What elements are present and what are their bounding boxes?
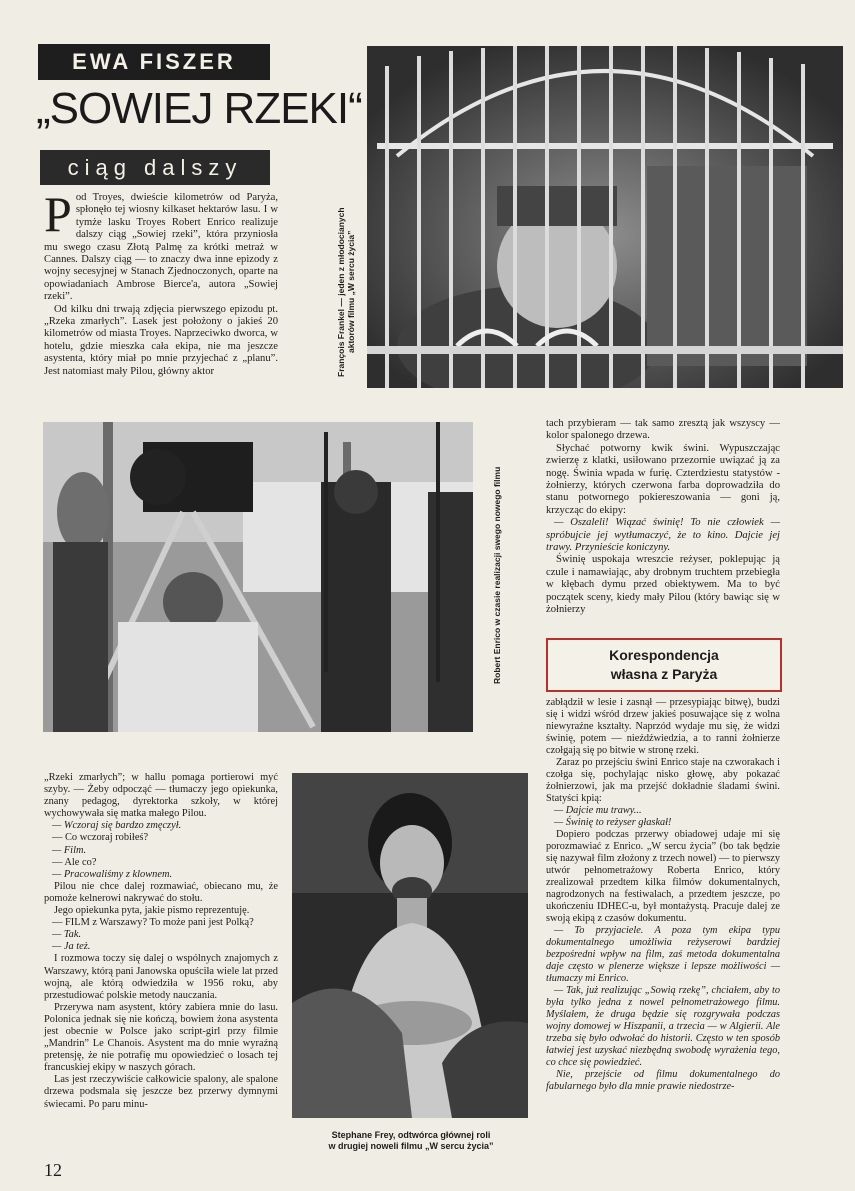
paragraph: zabłądził w lesie i zasnął — przesypiając bitwę), budzi się i widzi wśród drzew jakieś posuwające się z wolna niewyraźne kształty. Naprzód wydaje mu się, że widzi świnię, potem — nieźdźwiedzia, a to ranni żołnierze czołgają się po bitwie w stronę rzeki.	[546, 697, 780, 756]
paragraph: Przerywa nam asystent, który zabiera mnie do lasu. Polonica jednak się nie kończą, bowiem żona asystenta jest obecnie w Polsce jako script-girl przy filmie „Mandrin” Le Chanois. Asystent ma do mnie wyraźną pretensję, że nie potrafię mu opowiedzieć o losach tej francuskiej ekipy w naszych górach.	[44, 1001, 278, 1074]
dialogue-line: — FILM z Warszawy? To może pani jest Polką?	[52, 917, 254, 929]
cage-photo-graphic	[367, 46, 843, 388]
paragraph: Zaraz po przejściu świni Enrico staje na czworakach i czołga się, pochylając nisko głowę, aby pokazać żołnierzowi, jak ma przejść dokładnie śladami świni. Statyści kpią:	[546, 757, 780, 804]
article-subtitle: ciąg dalszy	[67, 154, 243, 180]
drop-cap: P	[44, 186, 72, 242]
caption-portrait-photo	[294, 1130, 528, 1152]
dialogue-line: — Dajcie mu trawy...	[554, 805, 642, 816]
paragraph: „Rzeki zmarłych”; w hallu pomaga portierowi myć szyby. — Żeby odpocząć — tłumaczy jego opiekunka, znany pedagog, dyrektorka szkoły, w której wychowywała się matka małego Pilou.	[44, 772, 278, 820]
caption-portrait-line-1: Stephane Frey, odtwórca głównej roli	[331, 1130, 491, 1140]
paragraph: Nie, przejście od filmu dokumentalnego do fabularnego było dla mnie prawie niedostrze-	[546, 1069, 780, 1092]
portrait-photo-graphic	[292, 773, 528, 1118]
paragraph: Świnię uspokaja wreszcie reżyser, poklepując ją czule i namawiając, aby drobnym truchtem przebiegła w kłębach dymu przed obiektywem. Ma to być początek sceny, kiedy mały Pilou (który bawiąc się w żołnierzy	[546, 554, 780, 616]
paragraph: Jego opiekunka pyta, jakie pismo reprezentuję.	[54, 905, 250, 917]
dialogue-line: — Pracowaliśmy z klownem.	[52, 868, 173, 880]
dialogue-line: — Co wczoraj robiłeś?	[52, 832, 149, 844]
paragraph: Od kilku dni trwają zdjęcia pierwszego epizodu pt. „Rzeka zmarłych”. Lasek jest położony o jakieś 20 kilometrów od miasta Troyes. Naprzeciwko dworca, w hotelu, gdzie mieszka cała ekipa, nie ma jeszcze asystenta, który miał po mnie przyjechać z „planu”. Jest natomiast mały Pilou, główny aktor	[44, 303, 278, 377]
caption-cage-photo: François Frankel — jeden z młodocianych aktorów filmu „W sercu życia”	[336, 207, 356, 377]
article-title: „SOWIEJ RZEKI“	[36, 84, 362, 133]
column-right-bottom	[546, 697, 780, 1093]
paragraph: I rozmowa toczy się dalej o wspólnych znajomych z Warszawy, którą pani Janowska opuściła wiele lat przed wojną, ale którą odwiedziła w 1956 roku, aby przestudiować polskie metody nauczania.	[44, 953, 278, 1001]
dialogue-line: — Świnię to reżyser głaskał!	[554, 817, 672, 828]
caption-camera-photo: Robert Enrico w czasie realizacji swego nowego filmu	[492, 466, 502, 684]
paragraph: Pilou nie chce dalej rozmawiać, obiecano mu, że pomoże kelnerowi nakrywać do stołu.	[44, 880, 278, 904]
dialogue-line: — Ale co?	[52, 856, 97, 868]
photo-director-with-camera	[43, 422, 473, 732]
page-number: 12	[44, 1160, 62, 1180]
dialogue-line: — Tak.	[52, 929, 82, 941]
photo-boy-in-cage	[367, 46, 843, 388]
paragraph: od Troyes, dwieście kilometrów od Paryża, spłonęło tej wiosny kilkaset hektarów lasu. I w tymże lasku Troyes Robert Enrico realizuje dalszy ciąg „Sowiej rzeki”, która przyniosła mu swego czasu Złotą Palmę za krótki metraż w Cannes. Dalszy ciąg — to znaczy dwa inne epizody z wojny secesyjnej w Stanach Zjednoczonych, oparte na opowiadaniach Ambrose Bierce'a, autora „Sowiej rzeki”.	[44, 192, 278, 303]
author-name: EWA FISZER	[72, 49, 236, 74]
correspondence-line-2: własna z Paryża	[610, 666, 718, 682]
author-banner	[38, 44, 270, 80]
correspondence-box	[546, 638, 782, 692]
column-right-top	[546, 418, 780, 617]
dialogue-line: — Film.	[52, 844, 87, 856]
dialogue-line: — Oszaleli! Wiązać świnię! To nie człowiek — spróbujcie jej wytłumaczyć, że to kino. Dajcie jej trawy. Przynieście koniczyny.	[546, 517, 780, 554]
photo-actor-portrait	[292, 773, 528, 1118]
column-bottom-left	[44, 772, 278, 1111]
paragraph: Dopiero podczas przerwy obiadowej udaje mi się porozmawiać z Enrico. „W sercu życia” (bo tak będzie się nazywał film złożony z trzech nowel) — to pierwszy utwór pełnometrażowy Roberta Enrico, który zrealizował przedtem kilka filmów dokumentalnych, nagrodzonych na festiwalach, a przedtem jeszcze, po ukończeniu IDHEC-u, był montażystą. Pracuje dalej ze swoją ekipą z czasów dokumentu.	[546, 829, 780, 924]
correspondence-line-1: Korespondencja	[609, 647, 719, 663]
caption-portrait-line-2: w drugiej noweli filmu „W sercu życia”	[328, 1141, 494, 1151]
dialogue-line: — Wczoraj się bardzo zmęczył.	[52, 820, 182, 832]
dialogue-line: — Ja też.	[52, 941, 91, 953]
dialogue-line: — To przyjaciele. A poza tym ekipa typu dokumentalnego umożliwia reżyserowi bardziej bezpośredni wpływ na film, zaś metoda dokumentalna daje często w plenerze większe i lepsze możliwości — tłumaczy mi Enrico.	[546, 925, 780, 984]
article-subtitle-banner	[40, 150, 270, 185]
camera-photo-graphic	[43, 422, 473, 732]
paragraph: Las jest rzeczywiście całkowicie spalony, ale spalone drzewa podsmala się jeszcze bez przerwy dymnymi świecami. Po paru minu-	[44, 1074, 278, 1110]
dialogue-line: — Tak, już realizując „Sowią rzekę”, chciałem, aby to była tylko jedna z nowel pełnometrażowego filmu. Myślałem, że druga będzie się rozgrywała podczas wojny domowej w Hiszpanii, a trzecia — w Algierii. Ale trzeba się było odwołać do historii. Często w ten sposób łatwiej jest uzyskać niezbędną swobodę wyrażenia tego, co chce się powiedzieć.	[546, 985, 780, 1068]
column-intro	[44, 186, 278, 378]
paragraph: Słychać potworny kwik świni. Wypuszczając zwierzę z klatki, usiłowano przezornie uwiązać ją za nogę. Świnia wpada w furię. Czterdziestu statystów - żołnierzy, których czerwona farba doprowadziła do stanu potwornego pokiereszowania — goni ją, krzycząc do ekipy:	[546, 442, 780, 516]
paragraph: tach przybieram — tak samo zresztą jak wszyscy — kolor spalonego drzewa.	[546, 418, 780, 442]
